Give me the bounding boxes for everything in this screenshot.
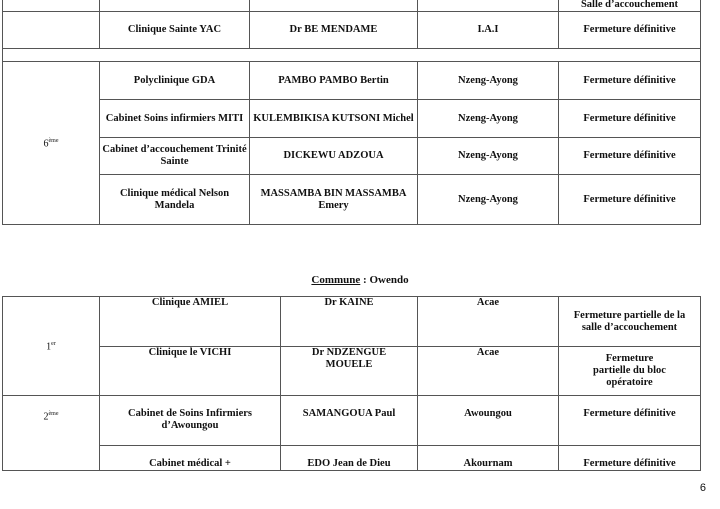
- status-cell: Fermeture définitive: [559, 62, 701, 100]
- location-cell: Nzeng-Ayong: [418, 138, 559, 175]
- ward-number: 6: [43, 138, 49, 150]
- closures-table-2: [2, 296, 701, 471]
- location-cell: I.A.I: [418, 12, 559, 49]
- location-cell: Nzeng-Ayong: [418, 62, 559, 100]
- status-cell: Fermeture définitive: [559, 396, 701, 446]
- facility-name-cell: Cabinet médical +: [100, 446, 281, 471]
- status-cell: Salle d’accouchement: [559, 0, 701, 12]
- page-number: 6: [699, 482, 706, 494]
- status-cell: Fermeture définitive: [559, 175, 701, 225]
- cell-empty: [250, 0, 418, 12]
- location-cell: Awoungou: [418, 396, 559, 446]
- ward-cell: [3, 297, 100, 396]
- facility-name-cell: Clinique AMIEL: [100, 297, 281, 347]
- status-cell: Fermeture partielle de la salle d’accouchement: [559, 297, 701, 347]
- cell-empty: [3, 0, 100, 12]
- ward-number: 2: [43, 411, 49, 423]
- owner-cell: Dr NDZENGUE MOUELE: [281, 347, 418, 396]
- location-cell: Nzeng-Ayong: [418, 175, 559, 225]
- facility-name-cell: Polyclinique GDA: [100, 62, 250, 100]
- facility-name-cell: Cabinet de Soins Infirmiers d’Awoungou: [100, 396, 281, 446]
- status-cell: Fermeture définitive: [559, 12, 701, 49]
- commune-separator: :: [360, 274, 370, 286]
- location-cell: Acae: [418, 297, 559, 347]
- ward-cell: [3, 62, 100, 225]
- owner-cell: Dr BE MENDAME: [250, 12, 418, 49]
- facility-name-cell: Clinique le VICHI: [100, 347, 281, 396]
- cell-empty: [418, 0, 559, 12]
- facility-name-cell: Cabinet Soins infirmiers MITI: [100, 100, 250, 138]
- facility-name-cell: Clinique Sainte YAC: [100, 12, 250, 49]
- location-cell: Akournam: [418, 446, 559, 471]
- owner-cell: KULEMBIKISA KUTSONI Michel: [250, 100, 418, 138]
- cell-empty: [100, 0, 250, 12]
- owner-cell: SAMANGOUA Paul: [281, 396, 418, 446]
- commune-name: Owendo: [369, 274, 409, 286]
- ward-suffix: ème: [48, 411, 59, 417]
- owner-cell: DICKEWU ADZOUA: [250, 138, 418, 175]
- ward-number: 1: [46, 341, 52, 353]
- facility-name-cell: Clinique médical Nelson Mandela: [100, 175, 250, 225]
- ward-suffix: er: [51, 341, 56, 348]
- status-cell: Fermeture définitive: [559, 100, 701, 138]
- ward-suffix: ème: [48, 138, 59, 145]
- cell-empty: [3, 12, 100, 49]
- status-cell: Fermeture partielle du bloc opératoire: [559, 347, 701, 396]
- owner-cell: PAMBO PAMBO Bertin: [250, 62, 418, 100]
- owner-cell: Dr KAINE: [281, 297, 418, 347]
- commune-label: Commune: [311, 274, 361, 286]
- separator-row: [3, 49, 701, 62]
- location-cell: Acae: [418, 347, 559, 396]
- status-cell: Fermeture définitive: [559, 138, 701, 175]
- location-cell: Nzeng-Ayong: [418, 100, 559, 138]
- closures-table-1: [2, 0, 701, 225]
- facility-name-cell: Cabinet d’accouchement Trinité Sainte: [100, 138, 250, 175]
- status-cell: Fermeture définitive: [559, 446, 701, 471]
- ward-cell: [3, 396, 100, 471]
- owner-cell: EDO Jean de Dieu: [281, 446, 418, 471]
- owner-cell: MASSAMBA BIN MASSAMBA Emery: [250, 175, 418, 225]
- commune-heading: [0, 274, 720, 286]
